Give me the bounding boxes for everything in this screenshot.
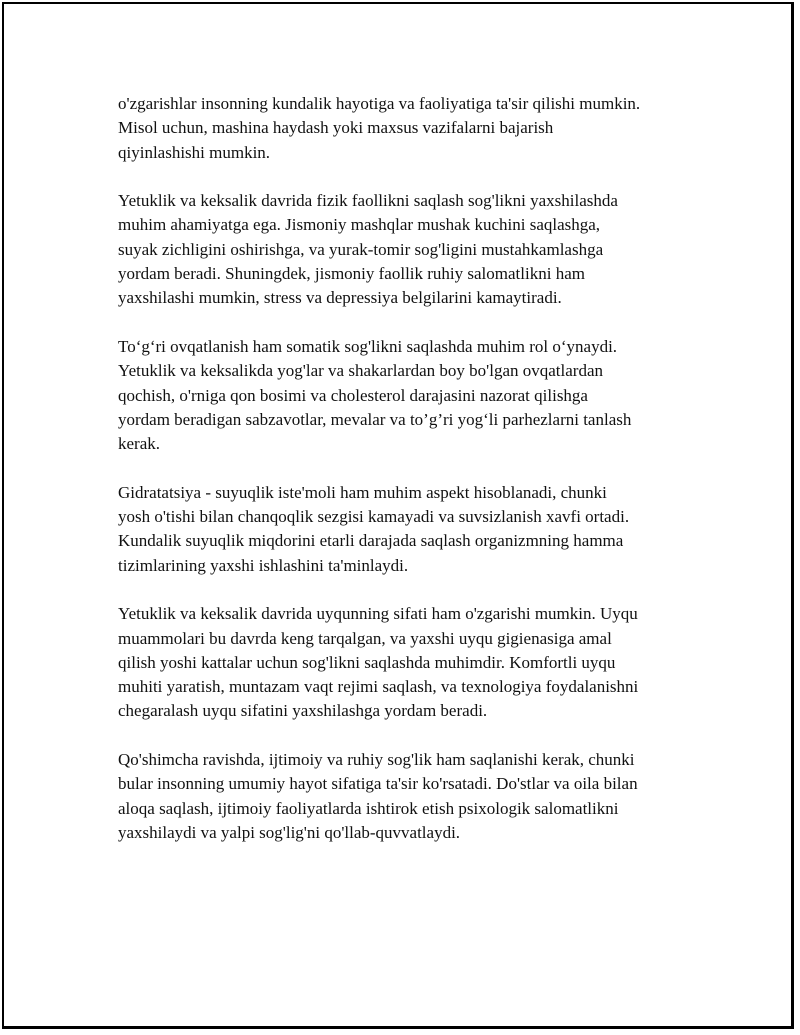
text-line: qochish, o'rniga qon bosimi va cholesterol darajasini nazorat qilishga	[118, 385, 588, 405]
paragraph-1	[118, 92, 708, 165]
text-line: o'zgarishlar insonning kundalik hayotiga va faoliyatiga ta'sir qilishi mumkin.	[118, 94, 641, 113]
paragraph-5	[118, 602, 708, 723]
text-line: aloqa saqlash, ijtimoiy faoliyatlarda ishtirok etish psixologik salomatlikni	[118, 798, 619, 818]
text-line: qilish yoshi kattalar uchun sog'likni saqlashda muhimdir. Komfortli uyqu	[118, 652, 616, 672]
text-line: tizimlarining yaxshi ishlashini ta'minlaydi.	[118, 555, 409, 575]
text-line: yaxshilashi mumkin, stress va depressiya belgilarini kamaytiradi.	[118, 288, 562, 308]
text-line: Gidratatsiya - suyuqlik iste'moli ham muhim aspekt hisoblanadi, chunki	[118, 482, 607, 502]
text-line: Yetuklik va keksalik davrida fizik faollikni saqlash sog'likni yaxshilashda	[118, 191, 618, 211]
text-line: yordam beradi. Shuningdek, jismoniy faollik ruhiy salomatlikni ham	[118, 264, 585, 284]
text-line: suyak zichligini oshirishga, va yurak-tomir sog'ligini mustahkamlashga	[118, 239, 604, 259]
paragraph-3	[118, 335, 708, 456]
text-line: chegaralash uyqu sifatini yaxshilashga yordam beradi.	[118, 701, 488, 721]
text-line: Qo'shimcha ravishda, ijtimoiy va ruhiy sog'lik ham saqlanishi kerak, chunki	[118, 750, 635, 770]
paragraph-6	[118, 748, 708, 845]
paragraph-4	[118, 481, 708, 578]
text-line: Misol uchun, mashina haydash yoki maxsus vazifalarni bajarish	[118, 118, 554, 138]
paragraph-2	[118, 189, 708, 310]
text-line: bular insonning umumiy hayot sifatiga ta'sir ko'rsatadi. Do'stlar va oila bilan	[118, 774, 638, 794]
text-line: Yetuklik va keksalik davrida uyqunning sifati ham o'zgarishi mumkin. Uyqu	[118, 604, 638, 624]
document-body	[118, 92, 708, 870]
text-line: qiyinlashishi mumkin.	[118, 142, 271, 162]
text-line: muhiti yaratish, muntazam vaqt rejimi saqlash, va texnologiya foydalanishni	[118, 677, 639, 697]
text-line: Yetuklik va keksalikda yog'lar va shakarlardan boy bo'lgan ovqatlardan	[118, 361, 603, 381]
text-line: yaxshilaydi va yalpi sog'lig'ni qo'llab-quvvatlaydi.	[118, 822, 461, 842]
text-line: kerak.	[118, 434, 161, 454]
text-line: To‘g‘ri ovqatlanish ham somatik sog'likni saqlashda muhim rol o‘ynaydi.	[118, 336, 618, 356]
text-line: yordam beradigan sabzavotlar, mevalar va to’g’ri yog‘li parhezlarni tanlash	[118, 409, 632, 429]
text-line: muammolari bu davrda keng tarqalgan, va yaxshi uyqu gigienasiga amal	[118, 628, 612, 648]
text-line: muhim ahamiyatga ega. Jismoniy mashqlar mushak kuchini saqlashga,	[118, 215, 601, 235]
text-line: Kundalik suyuqlik miqdorini etarli darajada saqlash organizmning hamma	[118, 531, 624, 551]
text-line: yosh o'tishi bilan chanqoqlik sezgisi kamayadi va suvsizlanish xavfi ortadi.	[118, 507, 630, 527]
